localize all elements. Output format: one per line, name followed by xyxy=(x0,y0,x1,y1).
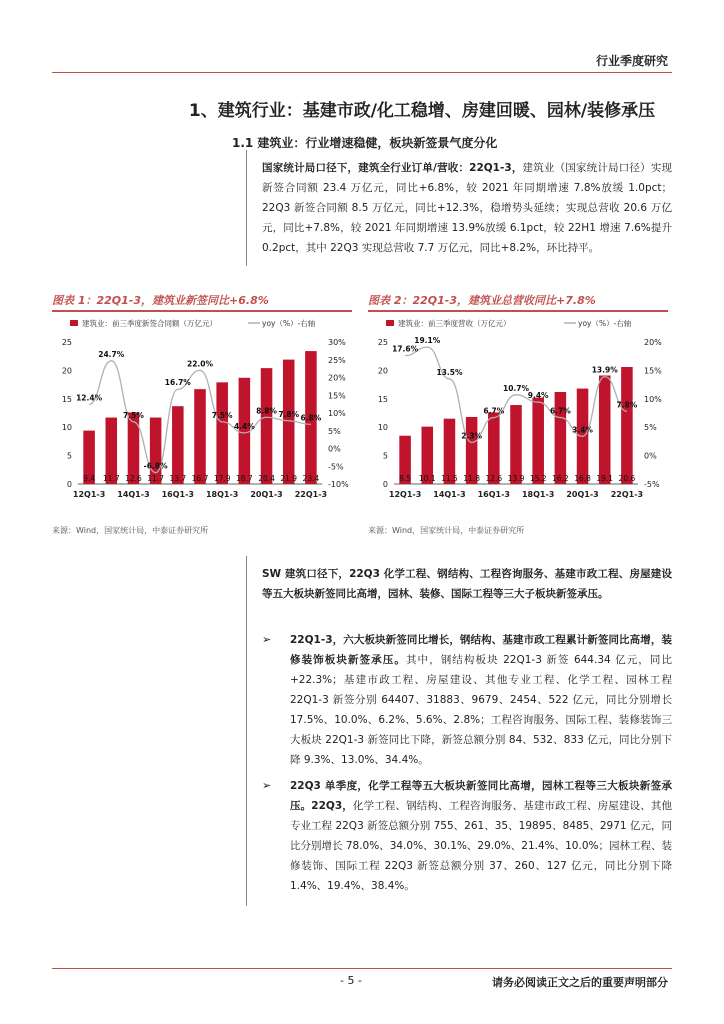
sw-paragraph: SW 建筑口径下，22Q3 化学工程、钢结构、工程咨询服务、基建市政工程、房屋建设等五大板块新签同比高增，园林、装修、国际工程等三大子板块新签承压。 xyxy=(262,568,672,600)
bar xyxy=(261,368,273,484)
y-right-tick-label: 25% xyxy=(328,355,346,365)
bar xyxy=(510,405,522,484)
y-right-tick-label: 15% xyxy=(328,391,346,401)
bar-value-label: 12.6 xyxy=(125,474,142,483)
bullet-1-body: 其中，钢结构板块 22Q1-3 新签 644.34 亿元，同比+22.3%；基建市政工程、房屋建设、其他专业工程、化学工程、园林工程 22Q1-3 新签分别 64407、31883、9679、2454、522 亿元，同比分别增长 17.5%、10.0%、6.2%、5.6%、2.8%；工程咨询服务、国际工程、装修装饰三大板块 22Q1-3 新签同比下降，新签总额分别 84、532、833 亿元，同比分别下降 9.3%、13.0%、34.4%。 xyxy=(290,654,672,766)
chart-2 xyxy=(368,292,668,512)
line-value-label: 7.8% xyxy=(616,400,638,410)
page-number: - 5 - xyxy=(340,974,362,987)
y-right-tick-label: -10% xyxy=(328,480,349,489)
header-divider xyxy=(52,72,672,73)
chart-1-svg xyxy=(52,314,352,510)
y-right-tick-label: 0% xyxy=(644,451,657,461)
y-right-tick-label: 20% xyxy=(644,338,662,347)
bullet-arrow-icon: ➢ xyxy=(262,633,272,646)
line-value-label: 6.7% xyxy=(549,406,571,416)
line-value-label: -6.8% xyxy=(143,461,168,471)
y-left-tick-label: 20 xyxy=(61,366,72,376)
x-tick-label: 14Q1-3 xyxy=(433,490,466,499)
line-value-label: 10.7% xyxy=(502,383,530,393)
legend-bar-swatch xyxy=(70,320,78,326)
intro-lead: 国家统计局口径下，建筑全行业订单/营收：22Q1-3， xyxy=(262,162,523,174)
bar-value-label: 11.7 xyxy=(102,474,120,483)
x-tick-label: 20Q1-3 xyxy=(566,490,599,499)
bullet-2-body: 化学工程、钢结构、工程咨询服务、基建市政工程、房屋建设、其他专业工程 22Q3 新签总额分别 755、261、35、19895、8485、2971 亿元，同比分别增长 78.0%、34.0%、30.1%、29.0%、21.4%、10.0%；园林工程、装修装饰、国际工程 22Q3 新签总额分别 37、260、127 亿元，同比分别下降 1.4%、19.4%、38.4%。 xyxy=(290,800,673,892)
line-value-label: 6.8% xyxy=(300,413,322,423)
y-right-tick-label: 15% xyxy=(644,366,662,376)
legend-bar-label: 建筑业：前三季度营收（万亿元） xyxy=(398,319,511,328)
bar-value-label: 21.9 xyxy=(280,474,298,483)
footer-divider xyxy=(52,968,672,969)
bar xyxy=(194,389,206,484)
bar xyxy=(621,367,633,484)
chart-1-source: 来源：Wind，国家统计局，中泰证券研究所 xyxy=(52,526,209,535)
bar-value-label: 11.8 xyxy=(463,474,480,483)
bar-value-label: 16.2 xyxy=(552,474,569,483)
legend-bar-label: 建筑业：前三季度新签合同额（万亿元） xyxy=(82,319,217,328)
y-right-tick-label: 5% xyxy=(644,423,657,433)
x-tick-label: 22Q1-3 xyxy=(294,490,328,499)
bar-value-label: 10.1 xyxy=(418,474,436,483)
bullet-2-lead: 22Q3 单季度，化学工程等五大板块新签同比高增，园林工程等三大板块新签承压。22Q3， xyxy=(290,780,672,812)
bar-value-label: 13.9 xyxy=(507,474,525,483)
bar xyxy=(172,406,184,484)
y-right-tick-label: 10% xyxy=(328,409,346,418)
bar-value-label: 9.4 xyxy=(83,474,96,483)
bar-value-label: 12.6 xyxy=(485,474,503,483)
x-tick-label: 12Q1-3 xyxy=(388,490,422,499)
y-left-tick-label: 5 xyxy=(66,451,72,461)
x-tick-label: 14Q1-3 xyxy=(117,490,150,499)
bar xyxy=(283,360,295,484)
y-left-tick-label: 15 xyxy=(377,394,388,404)
bar-value-label: 20.4 xyxy=(258,474,275,483)
intro-paragraph xyxy=(262,158,672,258)
y-right-tick-label: 5% xyxy=(328,426,341,436)
y-left-tick-label: 25 xyxy=(377,338,388,347)
legend-bar-swatch xyxy=(386,320,394,326)
bar-value-label: 17.9 xyxy=(213,474,231,483)
bullet-arrow-icon: ➢ xyxy=(262,779,272,792)
bar-value-label: 11.7 xyxy=(147,474,164,483)
chart-2-source: 来源：Wind，国家统计局，中泰证券研究所 xyxy=(368,526,525,535)
chart-2-title: 图表 2：22Q1-3，建筑业总营收同比+7.8% xyxy=(368,292,668,312)
bar-value-label: 8.5 xyxy=(399,474,412,483)
paragraph-rule xyxy=(246,150,247,266)
line-value-label: 8.8% xyxy=(256,406,277,416)
x-tick-label: 18Q1-3 xyxy=(205,490,239,499)
line-value-label: 24.7% xyxy=(98,349,125,359)
line-value-label: 17.6% xyxy=(392,344,419,354)
chart-2-svg xyxy=(368,314,668,510)
legend-line-label: yoy（%）-右轴 xyxy=(578,319,632,328)
legend-line-label: yoy（%）-右轴 xyxy=(262,319,316,328)
line-value-label: 9.4% xyxy=(527,391,549,401)
y-right-tick-label: 10% xyxy=(644,394,662,404)
bar-value-label: 16.8 xyxy=(574,474,591,483)
bar xyxy=(239,378,251,484)
y-left-tick-label: 10 xyxy=(61,423,72,433)
line-value-label: 7.5% xyxy=(211,410,233,420)
y-left-tick-label: 0 xyxy=(66,480,72,489)
y-left-tick-label: 10 xyxy=(377,423,388,433)
y-right-tick-label: 0% xyxy=(328,444,341,454)
line-value-label: 7.5% xyxy=(123,410,144,420)
intro-body: 建筑业（国家统计局口径）实现新签合同额 23.4 万亿元，同比+6.8%，较 2021 年同期增速 7.8%放缓 1.0pct；22Q3 新签合同额 8.5 万亿元，同比+12.3%，稳增势头延续；实现总营收 20.6 万亿元，同比+7.8%，较 2021 年同期增速 13.9%放缓 6.1pct，较 22H1 增速 7.6%提升 0.2pct，其中 22Q3 实现总营收 7.7 万亿元，同比+8.2%，环比持平。 xyxy=(262,162,673,254)
line-value-label: 2.3% xyxy=(461,431,483,441)
chart-1-title: 图表 1：22Q1-3，建筑业新签同比+6.8% xyxy=(52,292,352,312)
y-right-tick-label: 20% xyxy=(328,373,346,383)
y-right-tick-label: -5% xyxy=(328,462,344,472)
bar xyxy=(216,382,228,484)
line-value-label: 13.9% xyxy=(591,365,618,375)
line-value-label: 3.4% xyxy=(572,425,593,435)
section-title: 1、建筑行业：基建市政/化工稳增、房建回暖、园林/装修承压 xyxy=(188,101,656,121)
report-type-label: 行业季度研究 xyxy=(595,54,668,68)
line-value-label: 13.5% xyxy=(436,367,463,377)
x-tick-label: 12Q1-3 xyxy=(72,490,106,499)
y-right-tick-label: -5% xyxy=(644,480,660,489)
bar-value-label: 19.1 xyxy=(596,474,614,483)
y-left-tick-label: 0 xyxy=(382,480,388,489)
subsection-title: 1.1 建筑业：行业增速稳健，板块新签景气度分化 xyxy=(232,136,498,150)
line-value-label: 22.0% xyxy=(186,359,214,369)
bar-value-label: 16.7 xyxy=(191,474,209,483)
x-tick-label: 22Q1-3 xyxy=(610,490,644,499)
disclaimer-note: 请务必阅读正文之后的重要声明部分 xyxy=(492,976,668,989)
bar xyxy=(532,398,544,484)
y-left-tick-label: 20 xyxy=(377,366,388,376)
bar-value-label: 18.7 xyxy=(236,474,253,483)
y-left-tick-label: 15 xyxy=(61,394,72,404)
line-value-label: 12.4% xyxy=(76,393,103,403)
line-value-label: 19.1% xyxy=(414,336,441,346)
x-tick-label: 20Q1-3 xyxy=(250,490,283,499)
bar xyxy=(599,376,611,484)
paragraph-rule-2 xyxy=(246,556,247,906)
line-value-label: 6.7% xyxy=(483,406,505,416)
line-value-label: 16.7% xyxy=(164,378,191,388)
bullet-1-lead: 22Q1-3，六大板块新签同比增长，钢结构、基建市政工程累计新签同比高增，装修装饰板块新签承压。 xyxy=(290,634,672,666)
bar-value-label: 11.5 xyxy=(441,474,458,483)
x-tick-label: 16Q1-3 xyxy=(161,490,195,499)
x-tick-label: 18Q1-3 xyxy=(521,490,555,499)
line-value-label: 4.4% xyxy=(233,421,255,431)
y-right-tick-label: 30% xyxy=(328,338,346,347)
bar-value-label: 23.4 xyxy=(302,474,320,483)
y-left-tick-label: 25 xyxy=(61,338,72,347)
bullet-item-2 xyxy=(262,776,672,896)
line-value-label: 7.8% xyxy=(278,409,300,419)
bar-value-label: 13.7 xyxy=(169,474,187,483)
x-tick-label: 16Q1-3 xyxy=(477,490,511,499)
y-left-tick-label: 5 xyxy=(382,451,388,461)
bar-value-label: 15.2 xyxy=(529,474,547,483)
bullet-item-1 xyxy=(262,630,672,770)
bar-value-label: 20.6 xyxy=(618,474,636,483)
chart-1 xyxy=(52,292,352,512)
